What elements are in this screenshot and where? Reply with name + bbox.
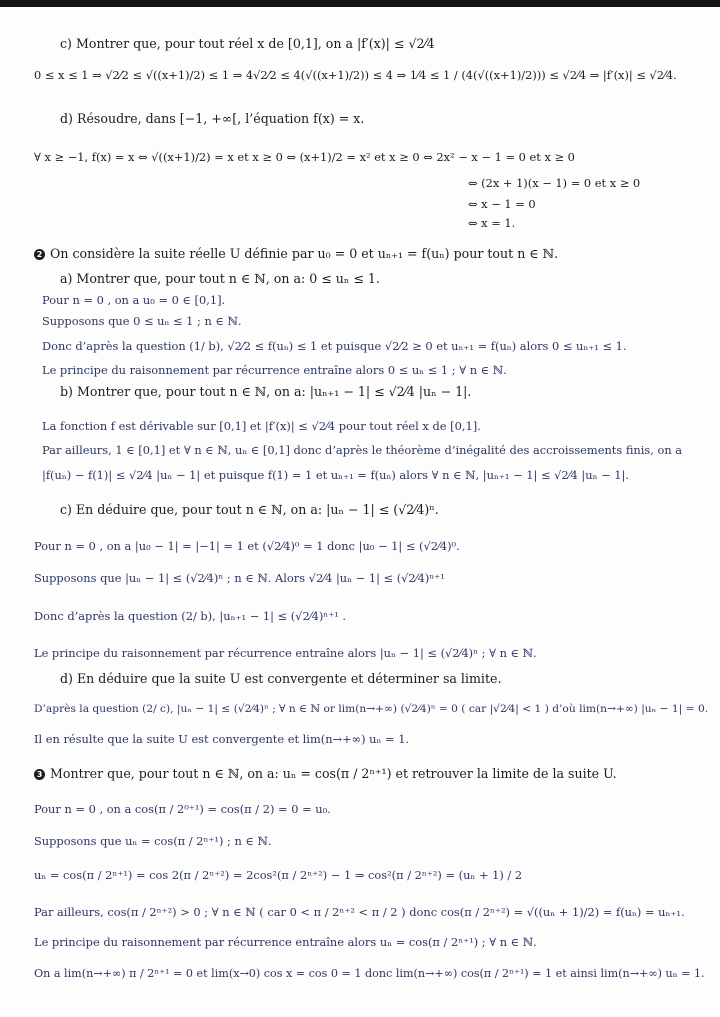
part-3-statement: Montrer que, pour tout n ∈ ℕ, on a: uₙ = cos(π / 2ⁿ⁺¹) et retrouver la limite de la suite U. [50,766,617,781]
answer-1d-line3: ⇔ x − 1 = 0 [468,197,536,211]
answer-3-step1: uₙ = cos(π / 2ⁿ⁺¹) = cos 2(π / 2ⁿ⁺²) = 2cos²(π / 2ⁿ⁺²) − 1 ⇒ cos²(π / 2ⁿ⁺²) = (uₙ + 1) / 2 [34,868,523,882]
answer-2c-step: Donc d’après la question (2/ b), |uₙ₊₁ − 1| ≤ (√2⁄4)ⁿ⁺¹ . [34,609,347,623]
answer-1d-line4: ⇔ x = 1. [468,216,516,230]
answer-2d-line1: D’après la question (2/ c), |uₙ − 1| ≤ (√2⁄4)ⁿ ; ∀ n ∈ ℕ or lim(n→+∞) (√2⁄4)ⁿ = 0 ( car |√2⁄4| < 1 ) d’où lim(n→+∞) |uₙ − 1| = 0. [34,702,709,715]
answer-3-init: Pour n = 0 , on a cos(π / 2⁰⁺¹) = cos(π / 2) = 0 = u₀. [34,802,331,816]
answer-2d-line2: Il en résulte que la suite U est convergente et lim(n→+∞) uₙ = 1. [34,732,410,746]
answer-2b-line3: |f(uₙ) − f(1)| ≤ √2⁄4 |uₙ − 1| et puisque f(1) = 1 et uₙ₊₁ = f(uₙ) alors ∀ n ∈ ℕ, |uₙ₊₁ − 1| ≤ √2⁄4 |uₙ − 1|. [42,468,630,482]
question-2d: d) En déduire que la suite U est convergente et déterminer sa limite. [60,671,502,686]
answer-2a-hyp: Supposons que 0 ≤ uₙ ≤ 1 ; n ∈ ℕ. [42,314,242,328]
part-2-intro [34,246,558,262]
answer-2a-init: Pour n = 0 , on a u₀ = 0 ∈ [0,1]. [42,293,226,307]
question-1d: d) Résoudre, dans [−1, +∞[, l’équation f(x) = x. [60,111,365,126]
answer-2c-init: Pour n = 0 , on a |u₀ − 1| = |−1| = 1 et (√2⁄4)⁰ = 1 donc |u₀ − 1| ≤ (√2⁄4)⁰. [34,539,460,553]
exercise-number-2-icon: 2 [34,249,45,260]
part-2-statement: On considère la suite réelle U définie par u₀ = 0 et uₙ₊₁ = f(uₙ) pour tout n ∈ ℕ. [50,246,559,261]
answer-1d-line2: ⇔ (2x + 1)(x − 1) = 0 et x ≥ 0 [468,176,641,190]
question-2c: c) En déduire que, pour tout n ∈ ℕ, on a: |uₙ − 1| ≤ (√2⁄4)ⁿ. [60,502,439,517]
answer-3-hyp: Supposons que uₙ = cos(π / 2ⁿ⁺¹) ; n ∈ ℕ. [34,834,272,848]
answer-3-limit: On a lim(n→+∞) π / 2ⁿ⁺¹ = 0 et lim(x→0) cos x = cos 0 = 1 donc lim(n→+∞) cos(π / 2ⁿ⁺¹) = 1 et ainsi lim(n→+∞) uₙ = 1. [34,967,705,980]
top-bar [0,0,720,7]
question-2a: a) Montrer que, pour tout n ∈ ℕ, on a: 0 ≤ uₙ ≤ 1. [60,271,380,286]
answer-1c: 0 ≤ x ≤ 1 ⇒ √2⁄2 ≤ √((x+1)/2) ≤ 1 ⇒ 4√2⁄2 ≤ 4(√((x+1)/2)) ≤ 4 ⇒ 1⁄4 ≤ 1 / (4(√((x+1)/2))) ≤ √2⁄4 ⇒ |f′(x)| ≤ √2⁄4. [34,68,677,82]
answer-2a-step: Donc d’après la question (1/ b), √2⁄2 ≤ f(uₙ) ≤ 1 et puisque √2⁄2 ≥ 0 et uₙ₊₁ = f(uₙ) alors 0 ≤ uₙ₊₁ ≤ 1. [42,339,627,353]
answer-1d-line1: ∀ x ≥ −1, f(x) = x ⇔ √((x+1)/2) = x et x ≥ 0 ⇔ (x+1)/2 = x² et x ≥ 0 ⇔ 2x² − x − 1 = 0 et x ≥ 0 [34,150,575,164]
part-3-intro [34,766,617,782]
answer-3-step2: Par ailleurs, cos(π / 2ⁿ⁺²) > 0 ; ∀ n ∈ ℕ ( car 0 < π / 2ⁿ⁺² < π / 2 ) donc cos(π / 2ⁿ⁺²) = √((uₙ + 1)/2) = f(uₙ) = uₙ₊₁. [34,905,685,919]
exercise-number-3-icon: 3 [34,769,45,780]
answer-2c-hyp: Supposons que |uₙ − 1| ≤ (√2⁄4)ⁿ ; n ∈ ℕ. Alors √2⁄4 |uₙ − 1| ≤ (√2⁄4)ⁿ⁺¹ [34,571,445,585]
answer-2b-line2: Par ailleurs, 1 ∈ [0,1] et ∀ n ∈ ℕ, uₙ ∈ [0,1] donc d’après le théorème d’inégalité des accroissements finis, on a [42,443,683,457]
answer-2b-line1: La fonction f est dérivable sur [0,1] et |f′(x)| ≤ √2⁄4 pour tout réel x de [0,1]. [42,419,481,433]
answer-2a-conclusion: Le principe du raisonnement par récurrence entraîne alors 0 ≤ uₙ ≤ 1 ; ∀ n ∈ ℕ. [42,363,507,377]
question-1c: c) Montrer que, pour tout réel x de [0,1], on a |f′(x)| ≤ √2⁄4 [60,36,435,51]
question-2b: b) Montrer que, pour tout n ∈ ℕ, on a: |uₙ₊₁ − 1| ≤ √2⁄4 |uₙ − 1|. [60,384,472,399]
answer-2c-conclusion: Le principe du raisonnement par récurrence entraîne alors |uₙ − 1| ≤ (√2⁄4)ⁿ ; ∀ n ∈ ℕ. [34,646,537,660]
answer-3-conclusion: Le principe du raisonnement par récurrence entraîne alors uₙ = cos(π / 2ⁿ⁺¹) ; ∀ n ∈ ℕ. [34,935,537,949]
